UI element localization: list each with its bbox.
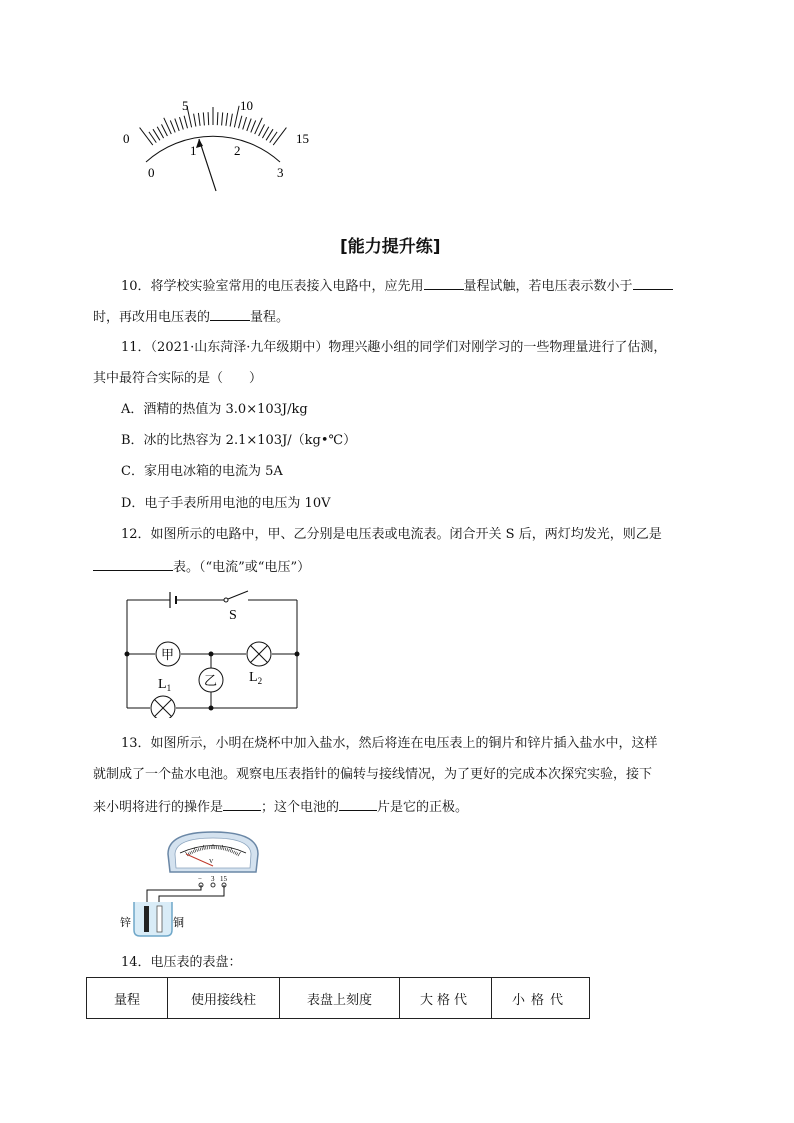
table-header-cell: 表盘上刻度: [280, 978, 400, 1019]
meter-yi-label: 乙: [204, 674, 218, 689]
scale-tick: [180, 117, 184, 129]
scale-tick: [198, 113, 200, 126]
junction-dot: [295, 652, 300, 657]
q11-option-a[interactable]: A．酒精的热值为 3.0×103J/kg: [121, 402, 308, 417]
table-header-cell: 使用接线柱: [168, 978, 280, 1019]
scale-tick: [262, 127, 268, 138]
junction-dot: [209, 652, 214, 657]
scale-top-label-5: 5: [182, 98, 189, 113]
q14-title: 14．电压表的表盘：: [121, 955, 242, 970]
q11-line2: 其中最符合实际的是（ ）: [93, 371, 263, 386]
q12-blank[interactable]: [93, 556, 173, 571]
q12-line1: 12．如图所示的电路中，甲、乙分别是电压表或电流表。闭合开关 S 后，两灯均发光，则乙是: [121, 527, 662, 542]
switch-contact: [224, 598, 228, 602]
scale-tick: [194, 114, 196, 127]
q12-text-after-blank: 表。（“电流”或“电压”）: [173, 560, 311, 575]
scale-tick: [208, 112, 209, 125]
q11-line1: 11．（2021·山东菏泽·九年级期中）物理兴趣小组的同学们对刚学习的一些物理量进行了估测，: [121, 340, 667, 355]
scale-bottom-label-0: 0: [148, 165, 155, 180]
switch-label: S: [229, 608, 237, 623]
q13-line1: 13．如图所示，小明在烧杯中加入盐水，然后将连在电压表上的铜片和锌片插入盐水中，这样: [121, 736, 658, 751]
copper-label: 铜: [173, 916, 184, 929]
section-title: [能力提升练]: [340, 237, 441, 257]
table-header-cell: 大格代: [400, 978, 492, 1019]
scale-tick: [273, 128, 286, 146]
q13-blank-1[interactable]: [223, 796, 261, 811]
scale-tick: [222, 112, 223, 125]
q10-text-part2: 量程试触，若电压表示数小于: [463, 279, 633, 294]
scale-bottom-label-3: 3: [277, 165, 284, 180]
scale-tick: [226, 113, 228, 126]
q10-text-part3: 时，再改用电压表的: [93, 310, 211, 325]
table-header-cell: 小格代: [492, 978, 590, 1019]
q10-blank-1[interactable]: [424, 275, 464, 290]
scale-top-label-15: 15: [296, 131, 309, 146]
zinc-plate: [144, 906, 149, 932]
q13-blank-2[interactable]: [339, 796, 377, 811]
scale-bottom-label-1: 1: [190, 143, 197, 158]
beaker: [134, 902, 172, 936]
circuit-diagram: [118, 588, 308, 718]
q13-text-3c: 片是它的正极。: [377, 800, 469, 815]
table-header-row: [87, 978, 590, 1019]
copper-plate: [157, 906, 162, 932]
pointer-arrow: [199, 139, 216, 191]
terminal-15: 15: [220, 875, 227, 883]
lamp1-letter: L: [158, 677, 167, 692]
scale-tick: [247, 119, 251, 131]
scale-bottom-label-2: 2: [234, 143, 241, 158]
scale-tick: [234, 106, 239, 128]
scale-inner-arc: [146, 136, 280, 162]
q11-option-c[interactable]: C．家用电冰箱的电流为 5A: [121, 464, 283, 479]
scale-tick: [230, 114, 232, 127]
q10-text-part4: 量程。: [250, 310, 290, 325]
voltmeter-scale-figure: [110, 95, 320, 195]
terminal-minus: −: [198, 875, 202, 883]
scale-tick: [162, 124, 168, 136]
table-header-cell: 量程: [87, 978, 168, 1019]
voltmeter-v-label: V: [209, 859, 214, 865]
q11-option-b[interactable]: B．冰的比热容为 2.1×103J/（kg•℃）: [121, 433, 357, 448]
scale-tick: [203, 112, 204, 125]
scale-top-label-10: 10: [240, 98, 253, 113]
scale-tick: [259, 124, 265, 136]
scale-tick: [184, 116, 187, 129]
q10-line2: [93, 306, 289, 328]
salt-water-battery-figure: [118, 826, 268, 938]
scale-tick: [140, 128, 153, 146]
q13-line2: 就制成了一个盐水电池。观察电压表指针的偏转与接线情况，为了更好的完成本次探究实验，接下: [93, 767, 653, 782]
meter-jia-label: 甲: [161, 648, 175, 663]
switch-blade: [228, 591, 248, 599]
scale-top-label-0: 0: [123, 131, 130, 146]
q10-text-part1: 10．将学校实验室常用的电压表接入电路中，应先用: [121, 279, 424, 294]
scale-tick: [243, 117, 247, 129]
zinc-label: 锌: [120, 916, 131, 929]
terminal-3: 3: [211, 875, 215, 883]
lamp2-letter: L: [249, 670, 258, 685]
q13-text-3b: ；这个电池的: [261, 800, 340, 815]
lamp-l1-circle: [151, 696, 175, 718]
lamp1-subscript: 1: [166, 683, 172, 693]
scale-tick: [239, 116, 242, 129]
terminal-post: [211, 883, 215, 887]
scale-tick: [251, 120, 256, 132]
junction-dot: [209, 706, 214, 711]
junction-dot: [125, 652, 130, 657]
lamp2-subscript: 2: [257, 676, 263, 686]
q10-line1: [121, 275, 673, 297]
q11-option-d[interactable]: D．电子手表所用电池的电压为 10V: [121, 496, 331, 511]
q13-text-3a: 来小明将进行的操作是: [93, 800, 224, 815]
scale-tick: [170, 120, 175, 132]
lamp2-label: [249, 670, 262, 686]
voltmeter-dial-table: [86, 977, 590, 1019]
scale-tick: [157, 127, 163, 138]
q10-blank-3[interactable]: [210, 306, 250, 321]
q13-line3: [93, 796, 468, 818]
scale-tick: [217, 112, 218, 125]
lamp1-label: [158, 677, 171, 693]
q10-blank-2[interactable]: [633, 275, 673, 290]
q12-line2: [93, 556, 310, 578]
scale-ticks: [140, 106, 287, 145]
scale-tick: [175, 119, 179, 131]
